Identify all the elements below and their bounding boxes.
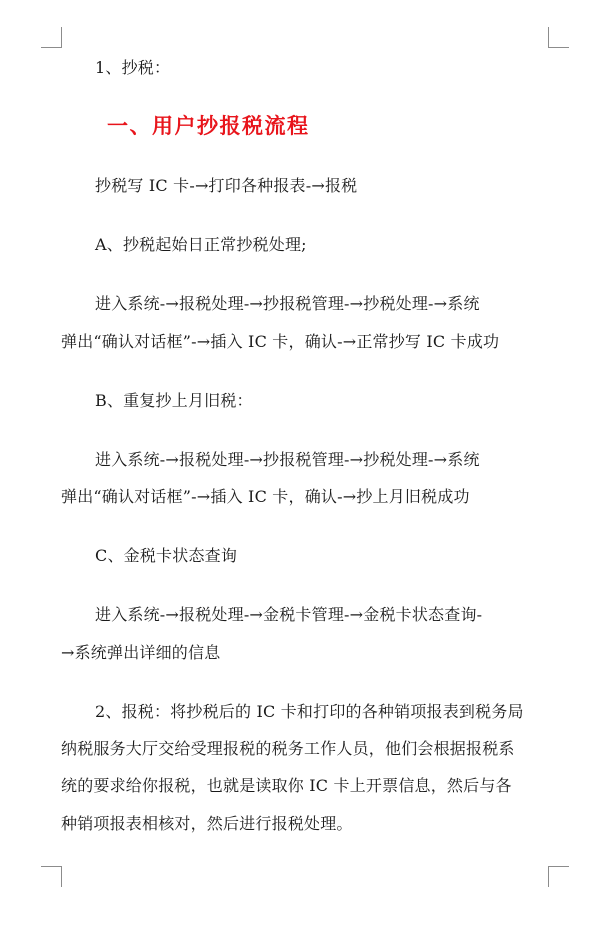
- section-heading: 一、用户抄报税流程: [107, 114, 310, 138]
- step-a-line2: 弹出“确认对话框”-→插入 IC 卡，确认-→正常抄写 IC 卡成功: [61, 332, 500, 351]
- step-a-title: A、抄税起始日正常抄税处理;: [95, 235, 307, 254]
- crop-mark-top-left: [41, 27, 62, 48]
- crop-mark-top-right: [548, 27, 569, 48]
- step-b-title: B、重复抄上月旧税：: [95, 391, 253, 410]
- flow-summary: 抄税写 IC 卡-→打印各种报表-→报税: [95, 176, 358, 195]
- step-c-line1: 进入系统-→报税处理-→金税卡管理-→金税卡状态查询-: [95, 605, 483, 624]
- item1-label: 1、抄税：: [95, 58, 171, 77]
- step-b-line1: 进入系统-→报税处理-→抄报税管理-→抄税处理-→系统: [95, 450, 480, 469]
- item2-line1: 2、报税：将抄税后的 IC 卡和打印的各种销项报表到税务局: [95, 702, 524, 721]
- item2-line4: 种销项报表相核对，然后进行报税处理。: [61, 814, 353, 833]
- step-a-line1: 进入系统-→报税处理-→抄报税管理-→抄税处理-→系统: [95, 294, 480, 313]
- step-b-line2: 弹出“确认对话框”-→插入 IC 卡，确认-→抄上月旧税成功: [61, 487, 470, 506]
- crop-mark-bottom-left: [41, 866, 62, 887]
- crop-mark-bottom-right: [548, 866, 569, 887]
- step-c-line2: →系统弹出详细的信息: [61, 643, 221, 662]
- item2-line2: 纳税服务大厅交给受理报税的税务工作人员，他们会根据报税系: [61, 739, 515, 758]
- item2-line3: 统的要求给你报税，也就是读取你 IC 卡上开票信息，然后与各: [61, 776, 512, 795]
- step-c-title: C、金税卡状态查询: [95, 546, 238, 565]
